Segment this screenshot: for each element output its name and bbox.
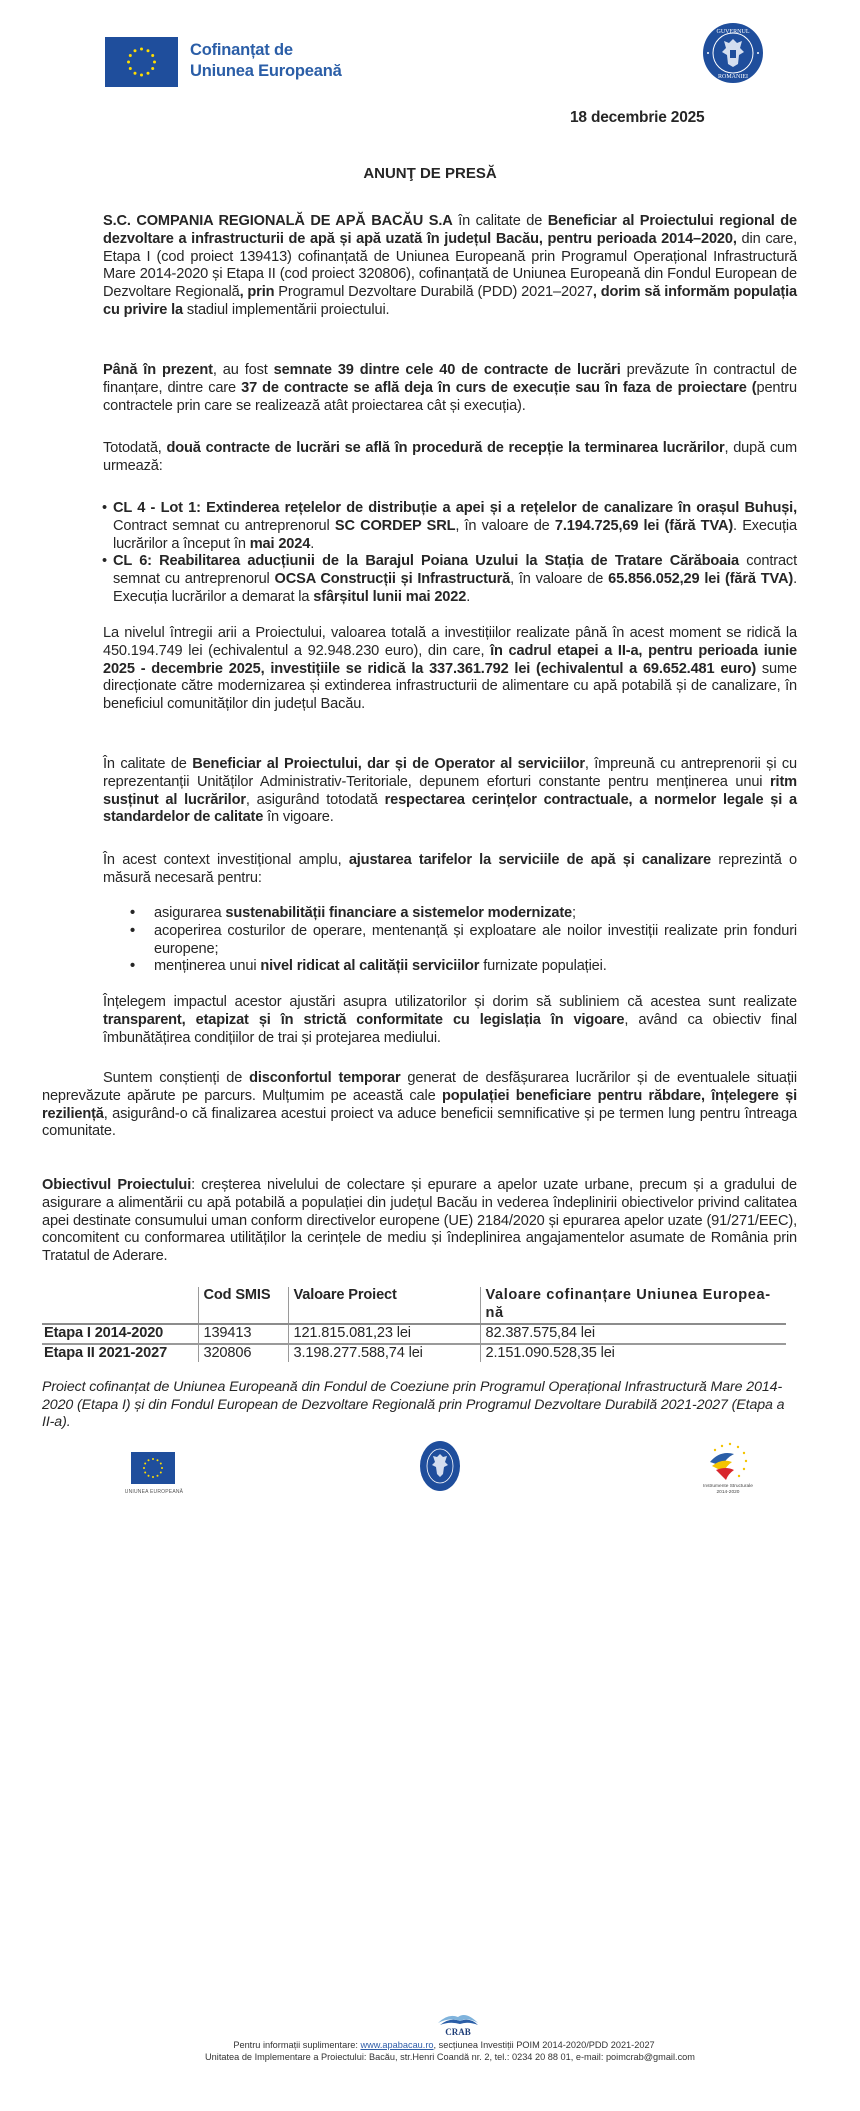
text: Pentru informații suplimentare: — [233, 2040, 361, 2050]
text: prevăzute în contractul de finanțare, dintre care — [103, 362, 797, 396]
eu-logo-caption: UNIUNEA EUROPEANĂ — [124, 1489, 184, 1495]
table-cell: 82.387.575,84 lei — [480, 1324, 786, 1344]
table-cell: 2.151.090.528,35 lei — [480, 1344, 786, 1363]
text: menținerea unui — [154, 958, 261, 975]
text: stadiul implementării proiectului. — [182, 301, 390, 318]
impact-paragraph — [103, 994, 797, 1047]
text-bold: Beneficiar al Proiectului, dar și de Operator al serviciilor — [192, 756, 585, 772]
text: reprezintă o măsură necesară pentru: — [103, 852, 797, 886]
table-header-row — [42, 1287, 786, 1324]
text: în vigoare. — [263, 809, 334, 826]
text: contract semnat cu antreprenorul — [113, 553, 797, 588]
text: În acest context investițional amplu, — [103, 852, 349, 868]
contract-start: sfârșitul lunii mai 2022 — [313, 588, 467, 605]
contract-value: 65.856.052,29 lei (fără TVA) — [608, 571, 794, 588]
text-bold: sustenabilității financiare a sistemelor modernizate — [225, 905, 572, 921]
text-bold: populației beneficiare pentru răbdare, înțelegere și reziliență — [42, 1087, 797, 1122]
text: , asigurând totodată — [245, 791, 385, 808]
contract-title: CL 6: Reabilitarea aducțiunii de la Barajul Poiana Uzului la Stația de Tratare Cărăboaia — [113, 553, 739, 570]
table-header-cell: Valoare cofinanțare Uniunea Europea-nă — [480, 1287, 786, 1324]
text-bold: două contracte de lucrări se află în procedură de recepție la terminarea lucrărilor — [166, 440, 725, 456]
text: furnizate populației. — [479, 958, 607, 975]
tariffs-paragraph — [103, 852, 797, 888]
text: , asigurând-o că finalizarea acestui proiect va aduce beneficii semnificative și pe termen lung pentru întreaga comunitate. — [42, 1105, 797, 1140]
text: . — [466, 588, 471, 605]
text: Totodată, — [103, 440, 167, 456]
text: , în valoare de — [455, 517, 555, 534]
contractor-name: SC CORDEP SRL — [334, 517, 456, 534]
funding-note: Proiect cofinanțat de Uniunea Europeană din Fondul de Coeziune prin Programul Operațional Infrastructură Mare 2014-2020 (Etapa I) și din Fondul European de Dezvoltare Regională prin Programul Dezvoltare Durabilă 2021-2027 (Etapa a II-a). — [42, 1379, 785, 1430]
footer-info — [0, 2040, 860, 2050]
table-cell: 3.198.277.588,74 lei — [288, 1344, 480, 1363]
company-name: S.C. COMPANIA REGIONALĂ DE APĂ BACĂU S.A — [103, 213, 453, 229]
crab-logo — [434, 2009, 482, 2037]
text-bold: în cadrul etapei a II-a, pentru perioada iunie 2025 - decembrie 2025, investițiile se ridică la 337.361.792 lei (echivalentul a 69.652.481 euro) — [103, 642, 797, 677]
svg-text:ROMÂNIEI: ROMÂNIEI — [718, 74, 748, 80]
text: Contract semnat cu antreprenorul — [113, 517, 335, 534]
romanian-government-seal-icon — [702, 22, 764, 84]
structural-instruments-caption — [685, 1484, 771, 1496]
table-row — [42, 1344, 786, 1363]
text: , au fost — [212, 362, 274, 378]
text: ; — [572, 905, 576, 921]
text: Suntem conștienți de — [103, 1070, 250, 1086]
contract-item — [103, 553, 797, 606]
table-row — [42, 1324, 786, 1344]
text-bold: , prin — [239, 284, 275, 301]
caption-line: Instrumente Structurale — [703, 1484, 753, 1489]
objective-label: Obiectivul Proiectului — [42, 1177, 192, 1193]
table-header-cell — [42, 1287, 198, 1324]
text-bold: ajustarea tarifelor la serviciile de apă și canalizare — [348, 852, 711, 868]
text: . Execuția lucrărilor a demarat la — [113, 571, 797, 605]
text: În calitate de — [103, 756, 193, 772]
contract-value: 7.194.725,69 lei (fără TVA) — [554, 517, 734, 534]
text: La nivelul întregii arii a Proiectului, valoarea totală a investițiilor realizate până în acest moment se ridică la 450.194.749 lei (echivalentul a 92.948.230 euro), din care, — [103, 625, 797, 659]
text: , în valoare de — [510, 571, 609, 588]
benefit-item — [103, 905, 797, 923]
text-bold: disconfortul temporar — [249, 1070, 401, 1086]
text: în calitate de — [452, 213, 548, 229]
table-cell: Etapa I 2014-2020 — [42, 1324, 198, 1344]
project-values-table — [42, 1287, 786, 1362]
svg-text:GUVERNUL: GUVERNUL — [716, 29, 750, 35]
crab-label: CRAB — [445, 2027, 471, 2037]
reception-paragraph — [103, 440, 797, 476]
text-bold: semnate 39 dintre cele 40 de contracte de lucrări — [273, 362, 621, 378]
progress-paragraph — [103, 362, 797, 415]
benefits-list — [103, 905, 797, 976]
contract-item — [103, 500, 797, 553]
contractor-name: OCSA Construcții și Infrastructură — [274, 571, 511, 588]
text: , secțiunea Investiții POIM 2014-2020/PDD 2021-2027 — [433, 2040, 655, 2050]
objective-paragraph — [42, 1177, 797, 1266]
eu-flag-logo-small — [131, 1452, 175, 1484]
romanian-government-seal-small-icon — [418, 1440, 462, 1492]
caption-line: 2014-2020 — [716, 1490, 740, 1495]
press-release-date: 18 decembrie 2025 — [570, 109, 705, 126]
eu-flag-logo — [105, 37, 178, 87]
text: acoperirea costurilor de operare, mentenanță și exploatare ale noilor investiții realizate prin fonduri europene; — [154, 922, 797, 957]
text-bold: , dorim să informăm populația cu privire la — [103, 284, 797, 318]
text: asigurarea — [154, 905, 226, 921]
eu-label-line1: Cofinanțat de — [190, 41, 293, 59]
operator-paragraph — [103, 756, 797, 827]
text: , având ca obiectiv final îmbunătățirea condițiilor de trai și protejarea mediului. — [103, 1011, 797, 1046]
page-title: ANUNŢ DE PRESĂ — [363, 165, 497, 182]
eu-stars-icon — [105, 37, 178, 87]
footer-contact: Unitatea de Implementare a Proiectului: Bacău, str.Henri Coandă nr. 2, tel.: 0234 20 88 01, e-mail: poimcrab@gmail.com — [205, 2052, 695, 2062]
table-header-cell: Valoare Proiect — [288, 1287, 480, 1324]
text: , după cum urmează: — [103, 440, 797, 474]
eu-cofinanced-label — [190, 40, 342, 82]
text-bold: nivel ridicat al calității serviciilor — [260, 958, 480, 975]
text: generat de desfășurarea lucrărilor și de eventualele situații neprevăzute apărute pe parcurs. Mulțumim pe această cale — [42, 1070, 797, 1104]
text: . Execuția lucrărilor a început în — [113, 517, 797, 552]
text: din care, Etapa I (cod proiect 139413) cofinanțată de Uniunea Europeană prin Programul Operațional Infrastructură Mare 2014-2020 și Etapa II (cod proiect 320806), cofinanțată de Uniunea Europeană din Fondul European de Dezvoltare Regională — [103, 230, 798, 301]
project-name: Beneficiar al Proiectului regional de dezvoltare a infrastructurii de apă și apă uzată în județul Bacău, pentru perioada 2014–2020, — [103, 213, 797, 247]
text: sume direcționate către modernizarea și extinderea infrastructurii de alimentare cu apă potabilă și de canalizare, în beneficiul comunităților din județul Bacău. — [103, 660, 797, 713]
table-header-cell: Cod SMIS — [198, 1287, 288, 1324]
text: Programul Dezvoltare Durabilă (PDD) 2021–2027 — [274, 284, 593, 301]
contracts-list — [103, 500, 797, 607]
text: Înțelegem impactul acestor ajustări asupra utilizatorilor și dorim să subliniem că acestea sunt realizate — [103, 994, 797, 1010]
text-bold: 37 de contracte se află deja în curs de execuție sau în faza de proiectare ( — [241, 379, 757, 396]
benefit-item — [103, 958, 797, 976]
text-bold: respectarea cerințelor contractuale, a normelor legale și a standardelor de calitate — [103, 791, 797, 826]
text-bold: ritm susținut al lucrărilor — [103, 773, 797, 808]
website-link[interactable]: www.apabacau.ro — [360, 2040, 434, 2050]
contract-title: CL 4 - Lot 1: Extinderea rețelelor de distribuție a apei și a rețelelor de canalizare în orașul Buhuși, — [113, 500, 797, 516]
text-bold: Până în prezent — [103, 362, 213, 378]
structural-instruments-logo — [700, 1440, 756, 1484]
apology-paragraph — [42, 1070, 797, 1141]
text: , împreună cu antreprenorii și cu reprezentanții Unităților Administrativ-Teritoriale, depunem eforturi constante pentru menținerea unui — [103, 756, 797, 790]
objective-text: : creșterea nivelului de colectare și epurare a apelor uzate urbane, precum și a gradului de asigurare a alimentării cu apă potabilă a populației din județul Bacău in vederea îndeplinirii obiectivelor privind calitatea apei destinate consumului uman conform directivelor europene (UE) 2184/2020 și epurarea apelor uzate (91/271/EEC), concomitent cu conformarea utilităților la cerințele de mediu și îndeplinirea angajamentelor asumate de România prin Tratatul de Aderare. — [42, 1177, 797, 1265]
investments-paragraph — [103, 625, 797, 714]
intro-paragraph — [103, 213, 797, 320]
text-bold: transparent, etapizat și în strictă conformitate cu legislația în vigoare — [103, 1011, 625, 1028]
table-cell: Etapa II 2021-2027 — [44, 1344, 168, 1361]
text: pentru contractele prin care se realizează atât proiectarea cât și execuția). — [103, 379, 797, 414]
contract-start: mai 2024 — [249, 535, 311, 552]
table-cell: 139413 — [198, 1324, 288, 1344]
eu-stars-icon — [131, 1452, 175, 1484]
table-cell: 320806 — [198, 1344, 288, 1363]
benefit-item — [103, 923, 797, 959]
text: . — [310, 535, 315, 552]
table-cell: 121.815.081,23 lei — [288, 1324, 480, 1344]
eu-label-line2: Uniunea Europeană — [190, 62, 342, 80]
